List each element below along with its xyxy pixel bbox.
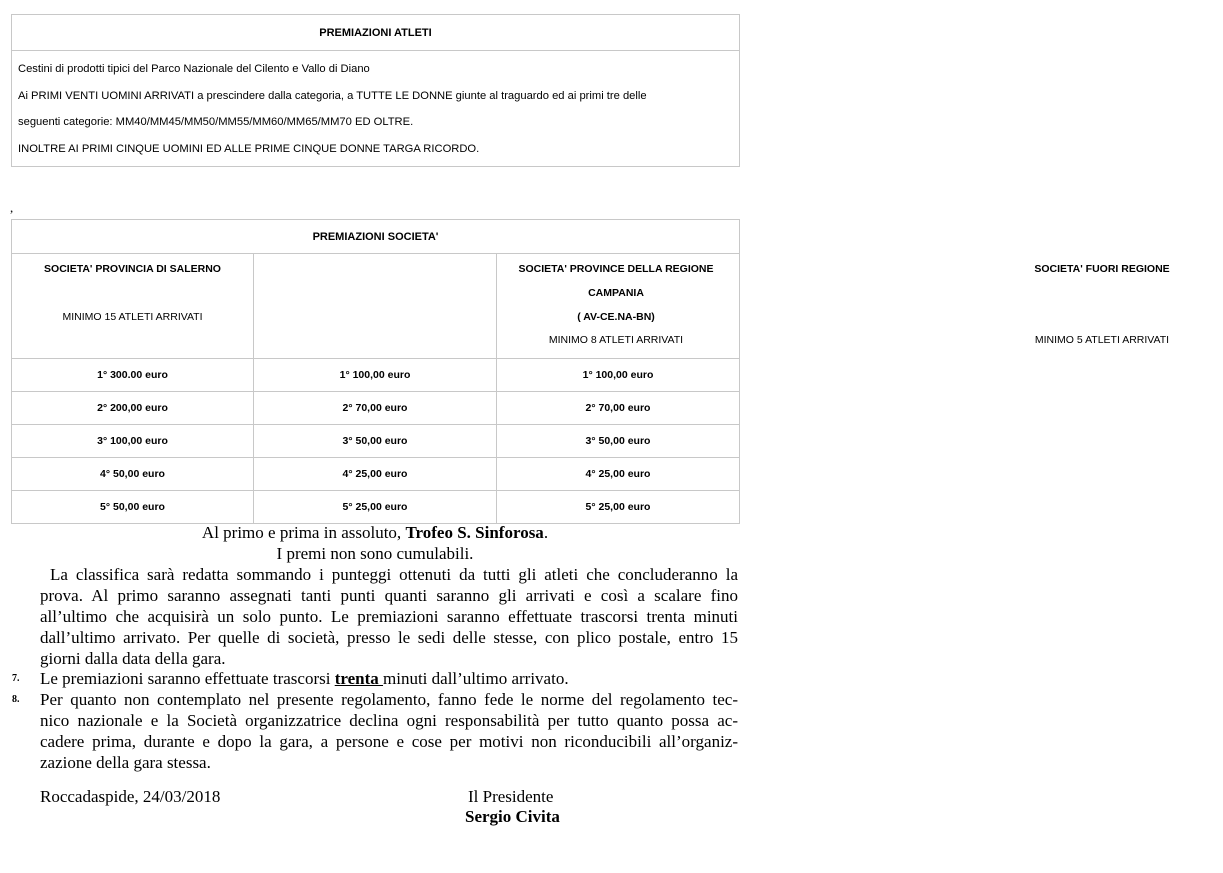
column-minimum: MINIMO 8 ATLETI ARRIVATI: [548, 334, 684, 346]
item8-line: nico nazionale e la Società organizzatrice declina ogni responsabilità per tutto quanto possa ac-: [40, 711, 738, 730]
trofeo-name: Trofeo S. Sinforosa: [405, 523, 544, 542]
place-date: Roccadaspide, 24/03/2018: [40, 787, 221, 806]
prize-cell: 3° 50,00 euro: [254, 425, 497, 457]
classifica-paragraph: [40, 564, 738, 669]
prize-cell: 3° 100,00 euro: [12, 425, 254, 457]
item8-line: zazione della gara stessa.: [40, 753, 211, 772]
trofeo-prefix: Al primo e prima in assoluto,: [201, 523, 406, 542]
prize-cell: 4° 25,00 euro: [254, 458, 497, 490]
item7-prefix: Le premiazioni saranno effettuate trascorsi: [40, 669, 335, 688]
classifica-line: prova. Al primo saranno assegnati tanti punti quanti saranno gli arrivati e così a scalare fino: [40, 586, 738, 605]
column-title: SOCIETA' PROVINCE DELLA REGIONE: [518, 263, 714, 275]
prize-cell: 1° 300.00 euro: [12, 359, 254, 391]
prize-cell: 2° 70,00 euro: [585, 402, 651, 414]
atleti-line: INOLTRE AI PRIMI CINQUE UOMINI ED ALLE PRIME CINQUE DONNE TARGA RICORDO.: [18, 142, 480, 155]
prize-row: [12, 425, 739, 458]
prize-cell: 4° 50,00 euro: [12, 458, 254, 490]
item7-number: 7.: [12, 673, 20, 684]
prize-cell: 1° 100,00 euro: [582, 369, 654, 381]
stray-comma: ,: [10, 200, 14, 215]
column-title: SOCIETA' FUORI REGIONE: [1034, 263, 1170, 275]
column-fuori-regione: [497, 254, 1170, 358]
classifica-line: La classifica sarà redatta sommando i punteggi ottenuti da tutti gli atleti che concluderanno la: [50, 565, 738, 584]
atleti-line: seguenti categorie: MM40/MM45/MM50/MM55/MM60/MM65/MM70 ED OLTRE.: [18, 116, 414, 128]
atleti-table: [11, 14, 740, 167]
column-title: CAMPANIA: [588, 287, 644, 299]
prize-row: [12, 392, 739, 425]
non-cumulabili: I premi non sono cumulabili.: [276, 544, 474, 563]
prize-cell: 4° 25,00 euro: [585, 468, 651, 480]
prize-cell: 2° 70,00 euro: [254, 392, 497, 424]
prize-cell: 2° 200,00 euro: [12, 392, 254, 424]
item8-number: 8.: [12, 694, 20, 705]
item7-suffix: minuti dall’ultimo arrivato.: [383, 669, 569, 688]
prize-cell: 5° 50,00 euro: [12, 491, 254, 523]
trofeo-suffix: .: [543, 523, 549, 542]
column-title: ( AV-CE.NA-BN): [577, 311, 655, 323]
atleti-line: Ai PRIMI VENTI UOMINI ARRIVATI a prescindere dalla categoria, a TUTTE LE DONNE giunte al traguardo ed ai primi tre delle: [18, 89, 647, 102]
signature-role: Il Presidente: [468, 787, 554, 806]
column-campania: [254, 254, 714, 358]
prize-row: [12, 458, 739, 491]
societa-table: [11, 219, 1170, 524]
column-title: SOCIETA' PROVINCIA DI SALERNO: [44, 263, 221, 275]
prize-cell: 1° 100,00 euro: [254, 359, 497, 391]
classifica-line: all’ultimo che acquisirà un solo punto. Le premiazioni saranno effettuate trascorsi trenta minuti: [40, 607, 738, 626]
atleti-title: PREMIAZIONI ATLETI: [12, 15, 739, 51]
prize-row: [12, 491, 739, 523]
column-salerno: [12, 254, 254, 358]
item8-paragraph: [40, 689, 738, 773]
item8-line: Per quanto non contemplato nel presente regolamento, fanno fede le norme del regolamento tec-: [40, 690, 738, 709]
prize-cell: 3° 50,00 euro: [585, 435, 651, 447]
signature-name: Sergio Civita: [465, 807, 560, 826]
item7-bold: trenta: [334, 669, 384, 688]
societa-title: PREMIAZIONI SOCIETA': [12, 220, 739, 254]
prize-row: [12, 359, 739, 392]
column-minimum: MINIMO 5 ATLETI ARRIVATI: [1034, 334, 1170, 346]
societa-column-headers: [12, 254, 1170, 359]
atleti-body: [12, 51, 739, 166]
item7-text: [40, 668, 569, 689]
trofeo-line: [0, 522, 750, 543]
classifica-line: dall’ultimo arrivato. Per quelle di società, presso le sedi delle stesse, con plico postale, entro 15: [40, 628, 738, 647]
classifica-line: giorni dalla data della gara.: [40, 649, 226, 668]
atleti-line: Cestini di prodotti tipici del Parco Nazionale del Cilento e Vallo di Diano: [18, 63, 370, 75]
column-minimum: MINIMO 15 ATLETI ARRIVATI: [62, 311, 203, 323]
item8-line: cadere prima, durante e dopo la gara, a persone e cose per motivi non riconducibili all’organiz-: [40, 732, 738, 751]
prize-cell: 5° 25,00 euro: [585, 501, 651, 513]
prize-cell: 5° 25,00 euro: [254, 491, 497, 523]
